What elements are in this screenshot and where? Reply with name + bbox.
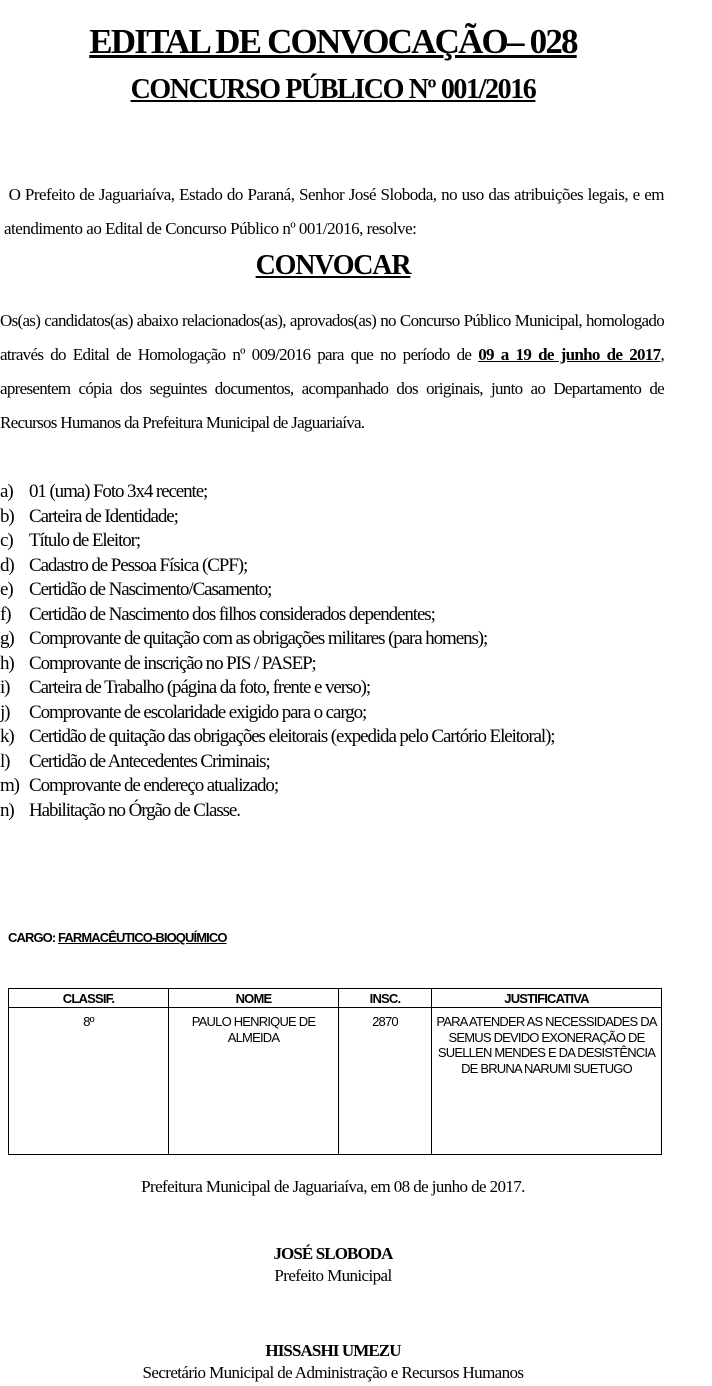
action-heading: CONVOCAR <box>255 250 411 281</box>
list-item-text: Comprovante de quitação com as obrigações militares (para homens); <box>29 628 488 649</box>
list-item <box>0 701 554 726</box>
column-header-classif: CLASSIF. <box>9 989 169 1008</box>
list-item-letter: c) <box>0 530 13 551</box>
list-item-text: Certidão de Nascimento/Casamento; <box>29 579 272 600</box>
list-item-letter: f) <box>0 603 11 625</box>
signatory-role: Secretário Municipal de Administração e Recursos Humanos <box>142 1363 524 1382</box>
cargo-line <box>8 930 227 945</box>
list-item-letter: e) <box>0 579 13 600</box>
list-item <box>0 554 554 579</box>
required-documents-list <box>0 480 554 823</box>
list-item-text: Habilitação no Órgão de Classe. <box>29 799 240 821</box>
list-item-text: Certidão de quitação das obrigações eleitorais (expedida pelo Cartório Eleitoral); <box>29 726 555 747</box>
list-item <box>0 652 554 677</box>
body-text-part2: , apresentem cópia dos seguintes documentos, acompanhado dos originais, junto ao Departamento de Recursos Humanos da Prefeitura Municipal de Jaguariaíva. <box>0 345 664 432</box>
convocation-period: 09 a 19 de junho de 2017 <box>478 345 661 364</box>
list-item-text: Comprovante de inscrição no PIS / PASEP; <box>29 652 316 674</box>
body-text-part1: Os(as) candidatos(as) abaixo relacionados(as), aprovados(as) no Concurso Público Municipal, homologado através do Edital de Homologação nº 009/2016 para que no período de <box>0 311 664 364</box>
list-item-text: Cadastro de Pessoa Física (CPF); <box>29 554 248 576</box>
list-item-text: Título de Eleitor; <box>29 530 141 551</box>
cargo-value: FARMACÊUTICO-BIOQUÍMICO <box>58 930 227 945</box>
cell-classif: 8º <box>9 1008 169 1155</box>
list-item <box>0 529 554 554</box>
cell-justificativa: PARA ATENDER AS NECESSIDADES DA SEMUS DEVIDO EXONERAÇÃO DE SUELLEN MENDES E DA DESISTÊNCIA DE BRUNA NARUMI SUETUGO <box>432 1008 662 1155</box>
intro-paragraph <box>4 178 664 246</box>
signatory-name: JOSÉ SLOBODA <box>273 1244 393 1263</box>
list-item <box>0 676 554 701</box>
table-row <box>9 1008 662 1155</box>
list-item-text: Certidão de Nascimento dos filhos considerados dependentes; <box>29 603 435 625</box>
list-item <box>0 774 554 799</box>
list-item-letter: m) <box>0 775 19 796</box>
document-title: EDITAL DE CONVOCAÇÃO– 028 <box>89 22 577 61</box>
list-item <box>0 725 554 750</box>
list-item-text: Carteira de Identidade; <box>29 505 178 527</box>
list-item-text: Carteira de Trabalho (página da foto, frente e verso); <box>29 677 371 698</box>
column-header-nome: NOME <box>169 989 339 1008</box>
signatory-name: HISSASHI UMEZU <box>265 1341 401 1360</box>
cell-nome: PAULO HENRIQUE DE ALMEIDA <box>169 1008 339 1155</box>
table-header-row <box>9 989 662 1008</box>
list-item <box>0 750 554 775</box>
column-header-justificativa: JUSTIFICATIVA <box>432 989 662 1008</box>
candidates-table <box>8 988 662 1155</box>
list-item <box>0 799 554 824</box>
list-item-letter: a) <box>0 481 13 502</box>
list-item-text: Comprovante de escolaridade exigido para o cargo; <box>29 701 367 723</box>
list-item <box>0 627 554 652</box>
list-item-letter: n) <box>0 799 14 821</box>
list-item-letter: k) <box>0 726 14 747</box>
list-item <box>0 578 554 603</box>
list-item-letter: b) <box>0 505 14 527</box>
signature-block-secretary <box>0 1340 666 1384</box>
list-item <box>0 505 554 530</box>
signatory-role: Prefeito Municipal <box>274 1266 392 1285</box>
column-header-insc: INSC. <box>339 989 432 1008</box>
cargo-label: CARGO: <box>8 930 59 945</box>
cell-insc: 2870 <box>339 1008 432 1155</box>
list-item-letter: i) <box>0 677 10 698</box>
list-item <box>0 480 554 505</box>
list-item-text: Certidão de Antecedentes Criminais; <box>29 750 270 772</box>
list-item <box>0 603 554 628</box>
intro-text: O Prefeito de Jaguariaíva, Estado do Paraná, Senhor José Sloboda, no uso das atribuições legais, e em atendimento ao Edital de Concurso Público nº 001/2016, resolve: <box>4 185 664 238</box>
signature-block-mayor <box>0 1243 666 1287</box>
document-subtitle: CONCURSO PÚBLICO Nº 001/2016 <box>130 74 536 105</box>
list-item-text: Comprovante de endereço atualizado; <box>29 775 279 796</box>
list-item-letter: h) <box>0 652 14 674</box>
list-item-letter: j) <box>0 701 10 723</box>
list-item-letter: d) <box>0 554 14 576</box>
list-item-letter: g) <box>0 628 14 649</box>
list-item-text: 01 (uma) Foto 3x4 recente; <box>29 481 208 502</box>
place-date: Prefeitura Municipal de Jaguariaíva, em 08 de junho de 2017. <box>141 1177 525 1196</box>
list-item-letter: l) <box>0 750 10 772</box>
body-paragraph <box>0 304 664 440</box>
